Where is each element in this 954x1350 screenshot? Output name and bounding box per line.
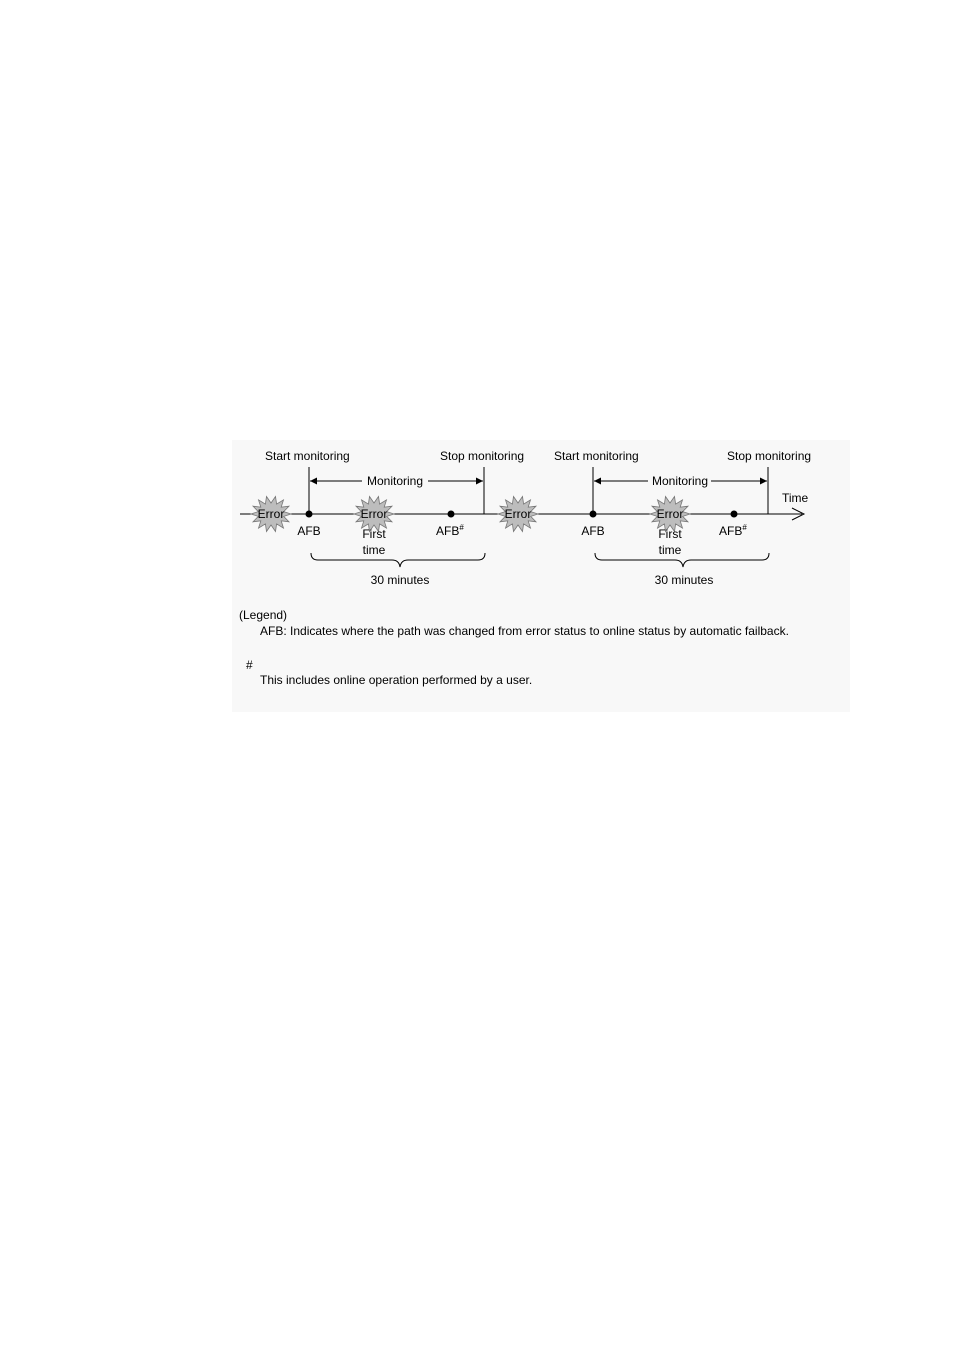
timeline-diagram (232, 440, 850, 712)
stop-monitoring-label: Stop monitoring (440, 449, 525, 463)
error-burst-outer-2 (498, 497, 538, 532)
legend-afb-entry: AFB: Indicates where the path was changed from error status to online status by automatic failback. (260, 624, 789, 638)
legend-hash-symbol: # (246, 658, 253, 672)
start-monitoring-label: Start monitoring (554, 449, 639, 463)
error-burst-label: Error (360, 507, 388, 521)
stop-monitoring-label: Stop monitoring (727, 449, 812, 463)
duration-brace (595, 553, 769, 567)
monitoring-group-1 (265, 449, 524, 587)
duration-label: 30 minutes (370, 573, 430, 587)
legend-heading: (Legend) (239, 608, 288, 622)
error-burst-label: Error (656, 507, 684, 521)
time-label: Time (782, 491, 809, 505)
failback-monitoring-figure (232, 440, 850, 712)
error-burst-label: Error (257, 507, 285, 521)
afb-hash-point (448, 511, 455, 518)
afb-hash-point (731, 511, 738, 518)
error-burst-outer-1 (251, 497, 291, 532)
duration-brace (311, 553, 485, 567)
duration-label: 30 minutes (654, 573, 714, 587)
afb-label: AFB (297, 524, 321, 538)
afb-hash-label: AFB# (719, 523, 747, 538)
start-monitoring-label: Start monitoring (265, 449, 350, 463)
first-label: First (362, 527, 386, 541)
time-word-label: time (362, 543, 386, 557)
legend-hash-entry: This includes online operation performed by a user. (260, 673, 533, 687)
time-word-label: time (658, 543, 682, 557)
first-label: First (658, 527, 682, 541)
afb-hash-label: AFB# (436, 523, 464, 538)
afb-label: AFB (581, 524, 605, 538)
error-burst-label: Error (504, 507, 532, 521)
monitoring-group-2 (554, 449, 811, 587)
monitoring-label: Monitoring (366, 474, 424, 488)
afb-point (306, 511, 313, 518)
monitoring-label: Monitoring (651, 474, 709, 488)
afb-point (590, 511, 597, 518)
